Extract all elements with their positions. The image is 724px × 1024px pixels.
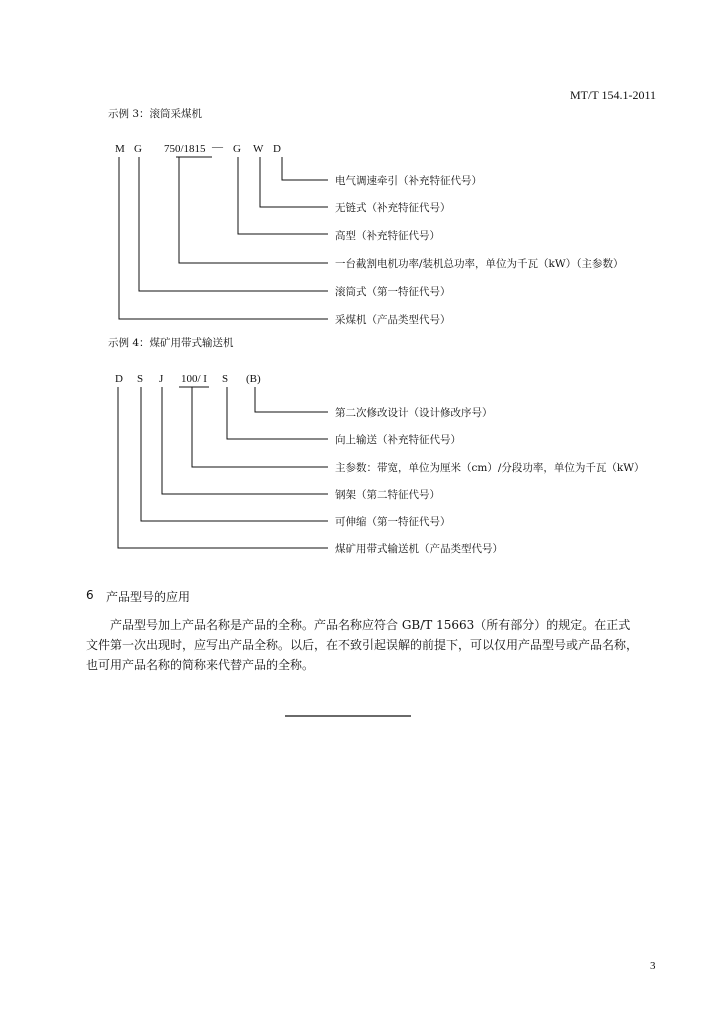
code-g: G [134, 143, 142, 155]
code-m: M [115, 143, 125, 155]
connector-g2 [238, 157, 328, 234]
code-750-1815: 750/1815 [164, 143, 206, 155]
section-6-number: 6 [86, 588, 94, 602]
page-number: 3 [650, 960, 656, 972]
connector-100-i [192, 387, 328, 467]
connector-j [162, 387, 328, 494]
connector-s [141, 387, 328, 521]
label-drum-type: 滚筒式（第一特征代号） [335, 286, 451, 298]
connector-g [139, 157, 328, 291]
code-s2: S [222, 373, 229, 385]
label-high-type: 高型（补充特征代号） [335, 230, 440, 242]
label-steel-frame: 钢架（第二特征代号） [335, 489, 440, 501]
code-g2: G [233, 143, 241, 155]
connector-d [282, 157, 328, 180]
code-j: J [159, 373, 164, 385]
label-telescopic: 可伸缩（第一特征代号） [335, 516, 451, 528]
code-w: W [253, 143, 264, 155]
code-d: D [273, 143, 281, 155]
label-electric-speed-traction: 电气调速牵引（补充特征代号） [335, 175, 482, 187]
label-second-modification: 第二次修改设计（设计修改序号） [335, 407, 493, 419]
code-s: S [137, 373, 144, 385]
label-shearer: 采煤机（产品类型代号） [335, 314, 451, 326]
label-chainless: 无链式（补充特征代号） [335, 202, 451, 214]
label-belt-conveyor: 煤矿用带式输送机（产品类型代号） [335, 543, 503, 555]
label-main-parameter: 主参数：带宽，单位为厘米（cm）/分段功率，单位为千瓦（kW） [335, 462, 645, 474]
code-dash: — [212, 141, 223, 153]
example-3-title: 示例 3：滚筒采煤机 [108, 108, 203, 120]
document-number: MT/T 154.1-2011 [570, 88, 656, 102]
label-cutting-motor-power: 一台截割电机功率/装机总功率，单位为千瓦（kW）（主参数） [335, 258, 624, 270]
connector-750-1815 [179, 157, 328, 263]
connector-b [255, 387, 328, 412]
code-d: D [115, 373, 123, 385]
connector-s2 [227, 387, 328, 439]
code-b: (B) [246, 373, 261, 385]
label-upward-conveying: 向上输送（补充特征代号） [335, 434, 461, 446]
code-100-i: 100/ I [181, 373, 207, 385]
paragraph-line-1: 产品型号加上产品名称是产品的全称。产品名称应符合 GB/T 15663（所有部分）的规定。在正式 [110, 618, 631, 632]
paragraph-line-3: 也可用产品名称的简称来代替产品的全称。 [86, 658, 315, 672]
section-6-title: 产品型号的应用 [106, 590, 191, 604]
example-4-title: 示例 4：煤矿用带式输送机 [108, 337, 234, 349]
paragraph-line-2: 文件第一次出现时，应写出产品全称。以后，在不致引起误解的前提下，可以仅用产品型号或产品名称， [86, 638, 639, 652]
connector-w [260, 157, 328, 207]
connector-m [119, 157, 328, 319]
